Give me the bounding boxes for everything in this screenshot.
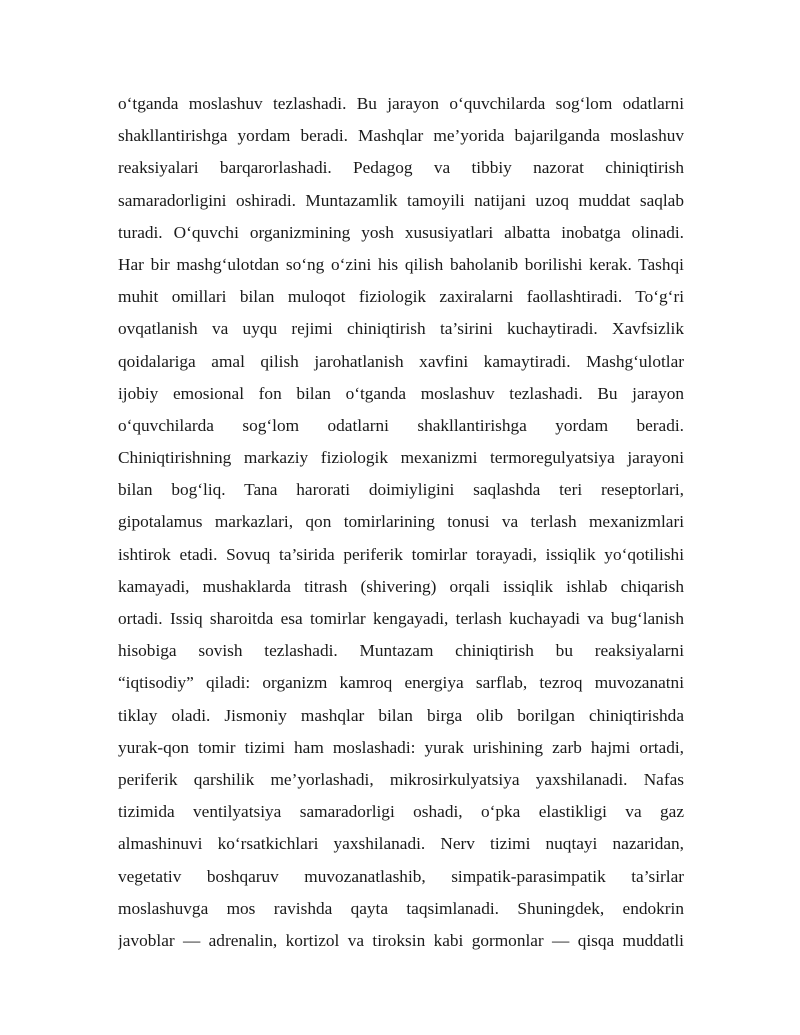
text-line: ortadi. Issiq sharoitda esa tomirlar kengayadi, terlash kuchayadi va bug‘lanish — [118, 609, 684, 628]
text-line: tizimida ventilyatsiya samaradorligi oshadi, o‘pka elastikligi va gaz — [118, 802, 684, 822]
text-line: qoidalariga amal qilish jarohatlanish xavfini kamaytiradi. Mashg‘ulotlar — [118, 351, 684, 371]
text-line: turadi. O‘quvchi organizmining yosh xususiyatlari albatta inobatga olinadi. — [118, 222, 684, 242]
text-line: “iqtisodiy” qiladi: organizm kamroq energiya sarflab, tezroq muvozanatni — [118, 673, 684, 693]
text-line: gipotalamus markazlari, qon tomirlarining tonusi va terlash mexanizmlari — [118, 512, 684, 532]
text-line: tiklay oladi. Jismoniy mashqlar bilan birga olib borilgan chiniqtirishda — [118, 705, 684, 725]
text-line: bilan bog‘liq. Tana harorati doimiyligini saqlashda teri reseptorlari, — [118, 480, 684, 500]
text-line: ovqatlanish va uyqu rejimi chiniqtirish ta’sirini kuchaytiradi. Xavfsizlik — [118, 319, 684, 339]
text-line: javoblar — adrenalin, kortizol va tiroksin kabi gormonlar — qisqa muddatli — [118, 930, 684, 950]
text-line: vegetativ boshqaruv muvozanatlashib, simpatik-parasimpatik ta’sirlar — [118, 866, 684, 886]
text-line: o‘quvchilarda sog‘lom odatlarni shakllantirishga yordam beradi. — [118, 415, 684, 435]
text-line: Chiniqtirishning markaziy fiziologik mexanizmi termoregulyatsiya jarayoni — [118, 448, 684, 468]
text-line: ijobiy emosional fon bilan o‘tganda moslashuv tezlashadi. Bu jarayon — [118, 383, 684, 403]
text-line: ishtirok etadi. Sovuq ta’sirida periferik tomirlar torayadi, issiqlik yo‘qotilishi — [118, 544, 684, 564]
text-line: muhit omillari bilan muloqot fiziologik zaxiralarni faollashtiradi. To‘g‘ri — [118, 287, 684, 307]
body-paragraph — [118, 88, 684, 957]
text-line: yurak-qon tomir tizimi ham moslashadi: yurak urishining zarb hajmi ortadi, — [118, 737, 684, 757]
text-line: hisobiga sovish tezlashadi. Muntazam chiniqtirish bu reaksiyalarni — [118, 641, 684, 661]
text-line: moslashuvga mos ravishda qayta taqsimlanadi. Shuningdek, endokrin — [118, 898, 684, 918]
text-line: samaradorligini oshiradi. Muntazamlik tamoyili natijani uzoq muddat saqlab — [118, 190, 684, 210]
text-line: almashinuvi ko‘rsatkichlari yaxshilanadi. Nerv tizimi nuqtayi nazaridan, — [118, 834, 684, 854]
text-line: Har bir mashg‘ulotdan so‘ng o‘zini his qilish baholanib borilishi kerak. Tashqi — [118, 254, 684, 274]
text-line: periferik qarshilik me’yorlashadi, mikrosirkulyatsiya yaxshilanadi. Nafas — [118, 769, 684, 789]
text-line: shakllantirishga yordam beradi. Mashqlar me’yorida bajarilganda moslashuv — [118, 126, 684, 146]
text-line: kamayadi, mushaklarda titrash (shivering) orqali issiqlik ishlab chiqarish — [118, 576, 684, 596]
text-line: reaksiyalari barqarorlashadi. Pedagog va tibbiy nazorat chiniqtirish — [118, 158, 684, 178]
text-line: o‘tganda moslashuv tezlashadi. Bu jarayon o‘quvchilarda sog‘lom odatlarni — [118, 94, 684, 113]
